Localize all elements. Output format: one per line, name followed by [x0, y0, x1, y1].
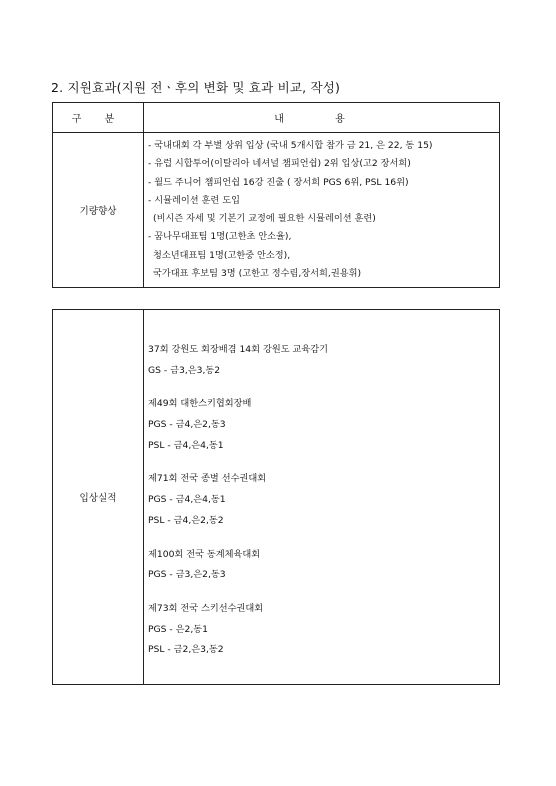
award-title: 제100회 전국 동계체육대회 — [148, 548, 261, 560]
award-result: PGS - 은2,동1 — [148, 623, 209, 635]
award-result: PSL - 금4,은2,동2 — [148, 514, 224, 526]
table-row — [53, 133, 500, 288]
award-group — [148, 340, 493, 381]
awards-content — [144, 310, 500, 685]
section-title: 2. 지원효과(지원 전ㆍ후의 변화 및 효과 비교, 작성) — [51, 80, 341, 95]
award-title: 제71회 전국 종별 선수권대회 — [148, 473, 267, 485]
award-group — [148, 394, 493, 456]
row-content — [144, 133, 500, 288]
award-title: 37회 강원도 회장배겸 14회 강원도 교육감기 — [148, 344, 328, 355]
award-result: PGS - 금4,은2,동3 — [148, 419, 226, 431]
effect-line: - 월드 주니어 챔피언쉽 16강 진출 ( 장서희 PGS 6위, PSL 16위) — [148, 176, 409, 188]
effect-line: 국가대표 후보팀 3명 (고한고 정수림,장서희,권용휘) — [153, 268, 362, 280]
effect-line: - 시뮬레이션 훈련 도입 — [148, 194, 240, 206]
award-result: PSL - 금4,은4,동1 — [148, 439, 224, 451]
header-category: 구 분 — [53, 103, 144, 133]
award-title: 제49회 대한스키협회장배 — [148, 398, 252, 410]
header-content: 내 용 — [144, 103, 500, 133]
award-result: PGS - 금4,은4,동1 — [148, 494, 226, 506]
support-effect-table — [52, 102, 500, 288]
award-group — [148, 545, 493, 586]
table-header-row — [53, 103, 500, 133]
effect-line: - 국내대회 각 부별 상위 입상 (국내 5개시합 참가 금 21, 은 22, 동 15) — [148, 140, 433, 151]
award-result: PGS - 금3,은2,동3 — [148, 569, 226, 581]
award-result: PSL - 금2,은3,동2 — [148, 644, 224, 656]
row-label-skill-improvement: 기량향상 — [53, 133, 144, 288]
award-group — [148, 469, 493, 531]
award-result: GS - 금3,은3,동2 — [148, 364, 221, 376]
award-group — [148, 599, 493, 661]
awards-table — [52, 309, 500, 685]
row-label-awards: 입상실적 — [53, 310, 144, 685]
effect-line: - 유럽 시합투어(이탈리아 네셔널 챔피언쉽) 2위 입상(고2 장서희) — [148, 158, 411, 170]
table-row — [53, 310, 500, 685]
effect-line: - 꿈나무대표팀 1명(고한초 안소율), — [148, 231, 292, 243]
award-title: 제73회 전국 스키선수권대회 — [148, 602, 264, 614]
effect-line: 청소년대표팀 1명(고한중 안소정), — [153, 249, 291, 261]
effect-line: (비시즌 자세 및 기본기 교정에 필요한 시뮬레이션 훈련) — [153, 213, 376, 225]
